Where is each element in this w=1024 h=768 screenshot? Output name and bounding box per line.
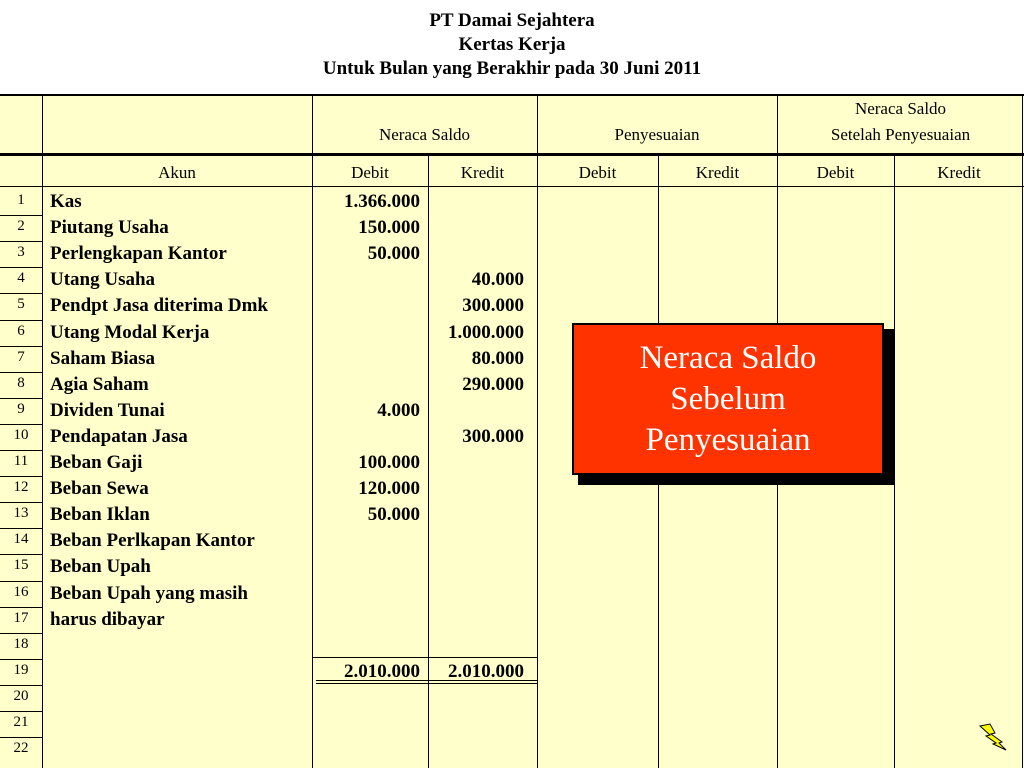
- grid-hline: [0, 241, 42, 242]
- row-number: 1: [17, 192, 25, 208]
- grid-hline: [0, 528, 42, 529]
- debit-amount: 50.000: [367, 243, 420, 265]
- row-number: 16: [13, 583, 29, 600]
- row-number: 15: [13, 557, 29, 574]
- grid-hline: [0, 215, 42, 216]
- grid-hline: [0, 424, 42, 425]
- grid-hline: [316, 683, 538, 684]
- credit-amount: 290.000: [462, 373, 524, 395]
- grid-hline: [0, 633, 42, 634]
- account-name: Piutang Usaha: [50, 217, 169, 239]
- row-number: 11: [13, 453, 29, 469]
- grid-hline: [0, 554, 42, 555]
- debit-amount: 1.366.000: [344, 191, 420, 212]
- header-ns-kredit: Kredit: [460, 163, 505, 182]
- debit-amount: 100.000: [358, 452, 420, 473]
- grid-hline: [0, 581, 42, 582]
- account-name: Beban Perlkapan Kantor: [50, 530, 255, 552]
- company-title: PT Damai Sejahtera: [429, 10, 595, 31]
- header-nsp-kredit: Kredit: [937, 163, 981, 182]
- grid-hline: [0, 685, 42, 686]
- account-name: Utang Usaha: [50, 269, 156, 291]
- row-number: 21: [13, 714, 29, 730]
- row-number: 5: [17, 296, 25, 313]
- account-name: Pendapatan Jasa: [50, 425, 188, 447]
- header-neraca-saldo: Neraca Saldo: [378, 125, 471, 144]
- report-title: Kertas Kerja: [458, 34, 566, 55]
- grid-hline: [0, 293, 42, 294]
- row-number: 9: [17, 400, 25, 417]
- credit-amount: 40.000: [471, 269, 524, 291]
- grid-hline: [0, 398, 42, 399]
- debit-amount: 120.000: [358, 478, 420, 500]
- row-number: 10: [13, 426, 29, 443]
- account-name: Kas: [50, 191, 82, 212]
- credit-amount: 300.000: [462, 425, 524, 447]
- grid-hline: [0, 502, 42, 503]
- account-name: Beban Sewa: [50, 478, 149, 500]
- grid-hline: [0, 153, 1024, 156]
- row-number: 3: [17, 244, 25, 261]
- row-number: 7: [17, 348, 25, 365]
- header-ns-debit: Debit: [351, 163, 389, 182]
- credit-amount: 300.000: [462, 295, 524, 317]
- account-name: Beban Upah yang masih: [50, 582, 248, 604]
- grid-vline: [894, 155, 895, 768]
- grid-hline: [0, 186, 1024, 187]
- header-adj-debit: Debit: [578, 163, 617, 182]
- grid-vline: [42, 94, 43, 768]
- account-name: Beban Upah: [50, 556, 151, 578]
- row-number: 19: [13, 661, 29, 678]
- account-name: Pendpt Jasa diterima Dmk: [50, 295, 268, 317]
- account-name: harus dibayar: [50, 608, 165, 630]
- debit-amount: 4.000: [377, 399, 420, 421]
- grid-hline: [0, 372, 42, 373]
- account-name: Perlengkapan Kantor: [50, 243, 227, 265]
- row-number: 6: [17, 322, 25, 339]
- account-name: Beban Gaji: [50, 452, 143, 473]
- account-name: Beban Iklan: [50, 504, 150, 526]
- grid-hline: [0, 659, 42, 660]
- row-number: 18: [13, 635, 29, 652]
- header-penyesuaian: Penyesuaian: [614, 125, 700, 144]
- callout-line2: Sebelum: [670, 380, 786, 417]
- account-name: Saham Biasa: [50, 347, 156, 369]
- grid-hline: [0, 450, 42, 451]
- account-name: Utang Modal Kerja: [50, 321, 210, 343]
- debit-amount: 50.000: [367, 504, 420, 526]
- account-name: Dividen Tunai: [50, 399, 165, 421]
- grid-hline: [0, 267, 42, 268]
- period-title: Untuk Bulan yang Berakhir pada 30 Juni 2011: [322, 58, 702, 79]
- grid-vline: [1022, 94, 1023, 768]
- header-nsp-line1: Neraca Saldo: [854, 99, 947, 118]
- header-akun: Akun: [158, 163, 196, 182]
- grid-hline: [0, 320, 42, 321]
- grid-hline: [0, 346, 42, 347]
- row-number: 17: [13, 609, 29, 626]
- callout-line1: Neraca Saldo: [639, 339, 817, 376]
- header-nsp-debit: Debit: [816, 163, 855, 182]
- grid-vline: [537, 94, 538, 768]
- grid-hline: [312, 657, 537, 658]
- row-number: 20: [13, 687, 29, 704]
- credit-amount: 80.000: [471, 347, 524, 369]
- credit-amount: 2.010.000: [448, 660, 524, 682]
- grid-hline: [0, 607, 42, 608]
- row-number: 8: [17, 374, 25, 391]
- grid-hline: [0, 476, 42, 477]
- callout-box: [572, 323, 884, 475]
- header-nsp-line2: Setelah Penyesuaian: [830, 125, 971, 144]
- grid-hline: [0, 737, 42, 738]
- credit-amount: 1.000.000: [448, 321, 524, 343]
- lightning-bolt-icon[interactable]: [978, 722, 1008, 752]
- debit-amount: 150.000: [358, 217, 420, 239]
- row-number: 22: [13, 740, 29, 757]
- row-number: 14: [13, 531, 29, 548]
- account-name: Agia Saham: [50, 373, 149, 395]
- row-number: 4: [17, 270, 25, 287]
- callout-line3: Penyesuaian: [645, 421, 811, 458]
- row-number: 2: [17, 218, 25, 235]
- debit-amount: 2.010.000: [344, 660, 420, 682]
- row-number: 13: [13, 505, 29, 522]
- header-adj-kredit: Kredit: [695, 163, 740, 182]
- grid-hline: [0, 711, 42, 712]
- row-number: 12: [13, 479, 29, 496]
